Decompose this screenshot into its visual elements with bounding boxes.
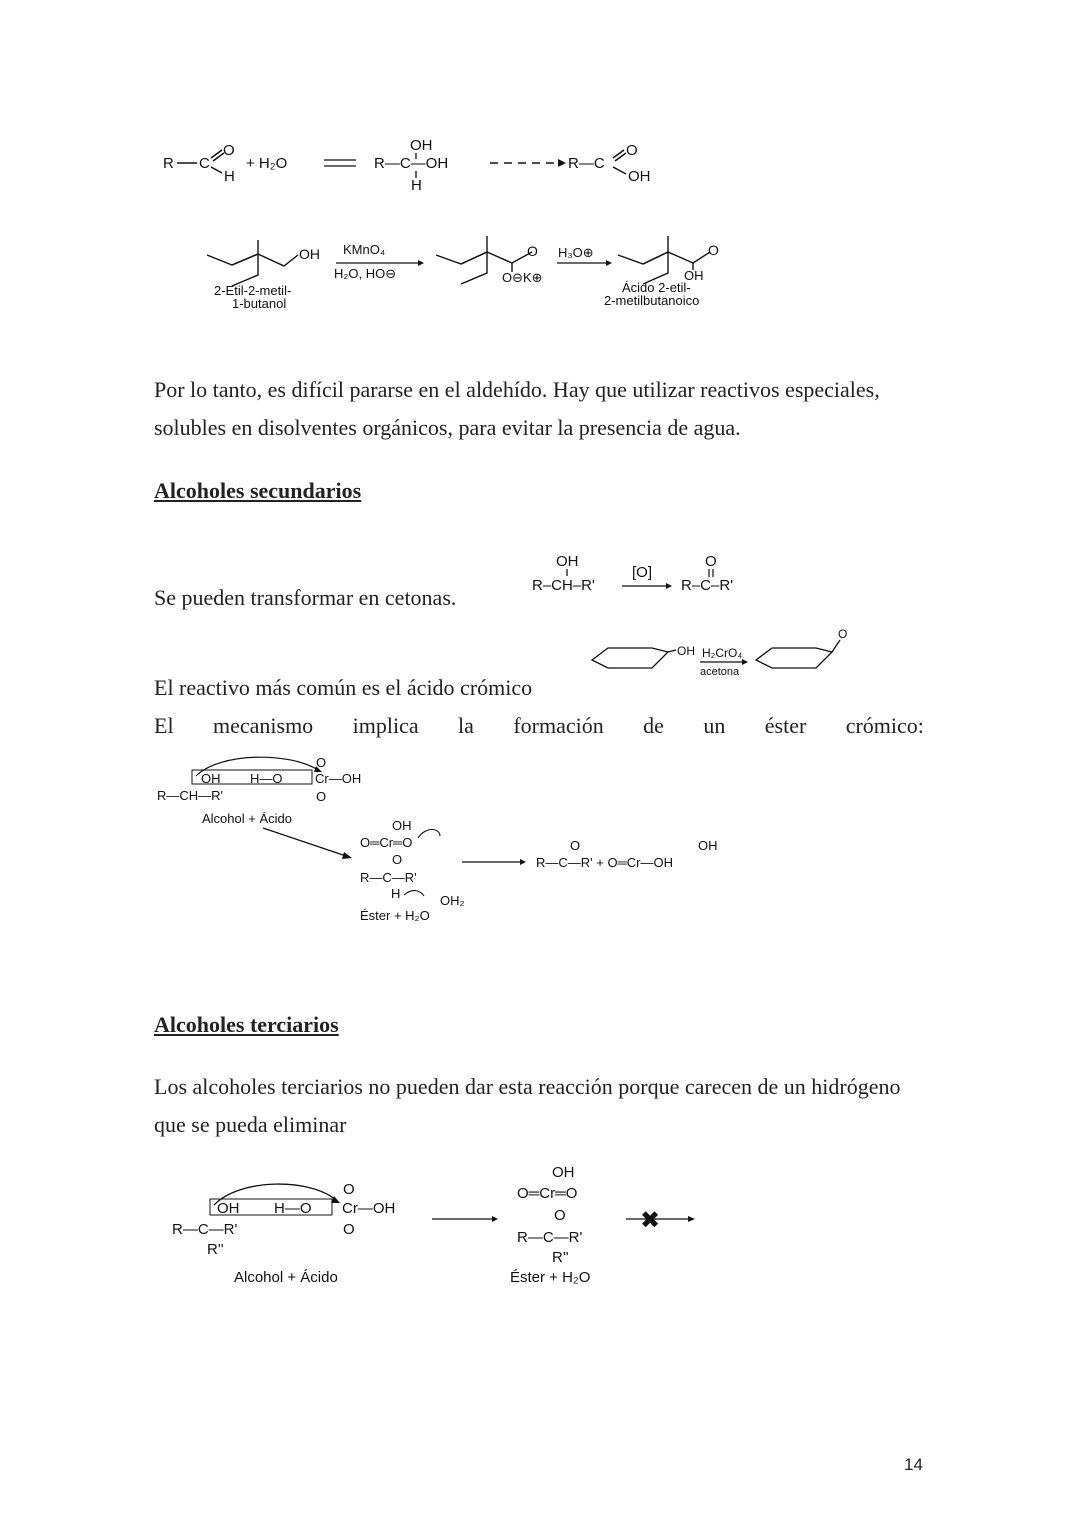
cyclohexanone-o: O	[838, 627, 848, 641]
ketone-o: O	[705, 553, 717, 570]
heading-tertiary-alcohols: Alcoholes terciarios	[154, 1012, 339, 1037]
secondary-chain: R–CH–R'	[532, 577, 595, 594]
product-name-line-1: Ácido 2-etil-	[622, 280, 691, 295]
mechanism-word: crómico:	[845, 713, 924, 738]
mechanism-word: mecanismo	[212, 713, 314, 738]
acid-r-c: R—C	[568, 155, 605, 172]
ester-o: O	[392, 852, 403, 867]
tert-acid-cr: Cr—OH	[342, 1200, 396, 1217]
kmno4-conditions: H₂O, HO⊖	[334, 266, 397, 281]
tert-ester-oh: OH	[552, 1164, 575, 1181]
mechanism-word: un	[703, 713, 726, 738]
mech-label-alcohol-acid: Alcohol + Ácido	[202, 811, 292, 826]
secondary-oh: OH	[556, 553, 579, 570]
ester-h: H	[391, 886, 401, 901]
acid-o-top: O	[316, 755, 327, 770]
hydrate-oh: OH	[410, 137, 433, 154]
tert-label-alcohol-acid: Alcohol + Ácido	[234, 1269, 338, 1286]
hydrate-h: H	[411, 177, 422, 194]
mechanism-word: formación	[513, 713, 604, 738]
tert-label-ester-water: Éster + H₂O	[510, 1269, 591, 1286]
alcohol-oh: OH	[299, 246, 320, 262]
mech-acid-cr: Cr—OH	[315, 771, 362, 786]
oxidant-label: [O]	[632, 564, 653, 581]
carboxylate-ok: O⊖K⊕	[502, 270, 543, 285]
acid-oh: OH	[628, 168, 651, 185]
hydrate-chain: R—C—OH	[374, 155, 449, 172]
tert-ester-r2: R''	[552, 1249, 569, 1266]
product-ketone-o: O	[570, 838, 581, 853]
tert-ester-o: O	[554, 1207, 566, 1224]
acid-product-oh: OH	[684, 268, 704, 283]
ketone-chain: R–C–R'	[681, 577, 734, 594]
cyclohexanol-oh: OH	[677, 644, 695, 658]
mech-alcohol-chain: R—CH—R'	[157, 788, 224, 803]
paragraph-line: Los alcoholes terciarios no pueden dar esta reacción porque carecen de un hidrógeno	[154, 1074, 901, 1099]
mech-label-ester-water: Éster + H₂O	[360, 908, 430, 923]
acid-o-bottom: O	[316, 789, 327, 804]
tert-alcohol-chain: R—C—R'	[172, 1221, 238, 1238]
acid-product-o: O	[708, 242, 719, 258]
tert-alcohol-oh: OH	[217, 1200, 240, 1217]
aldehyde-h: H	[224, 168, 235, 185]
paragraph-line: que se pueda eliminar	[154, 1112, 347, 1137]
arrow-head	[492, 1216, 498, 1222]
tert-acid-o-top: O	[343, 1181, 355, 1198]
water-oh2: OH₂	[440, 893, 465, 908]
tert-alcohol-r2: R''	[207, 1241, 224, 1258]
acetone-solvent: acetona	[700, 666, 740, 678]
secondary-ketone-text: Se pueden transformar en cetonas.	[154, 585, 457, 610]
product-cr-oh: OH	[698, 838, 718, 853]
mechanism-word: éster	[764, 713, 807, 738]
ester-cr: O═Cr═O	[360, 835, 413, 850]
no-reaction-cross-icon: ✖	[640, 1207, 661, 1234]
start-name-line-1: 2-Etil-2-metil-	[214, 283, 292, 298]
aldehyde-o: O	[223, 142, 235, 159]
page-number: 14	[904, 1455, 923, 1474]
mech-alcohol-oh: OH	[201, 771, 221, 786]
carboxylate-o: O	[527, 243, 538, 259]
tert-ester-chain: R—C—R'	[517, 1229, 583, 1246]
mech-acid-ho: H—O	[250, 771, 283, 786]
start-name-line-2: 1-butanol	[232, 296, 287, 311]
tert-acid-ho: H—O	[274, 1200, 312, 1217]
acid-reagent: H₃O⊕	[558, 245, 594, 260]
product-name-line-2: 2-metilbutanoico	[604, 293, 700, 308]
arrow-head	[688, 1216, 695, 1222]
ester-oh: OH	[392, 818, 412, 833]
tert-ester-cr: O═Cr═O	[517, 1185, 578, 1202]
tert-acid-o-bottom: O	[343, 1221, 355, 1238]
paragraph-line: solubles en disolventes orgánicos, para evitar la presencia de agua.	[154, 415, 741, 440]
acid-o: O	[626, 142, 638, 159]
mechanism-word: implica	[352, 713, 419, 738]
chromic-acid-reagent: H₂CrO₄	[702, 646, 743, 660]
mechanism-word: El	[154, 713, 174, 738]
plus-water: + H₂O	[246, 155, 288, 172]
mech-products: R—C—R' + O═Cr—OH	[536, 855, 674, 870]
chromic-acid-text: El reactivo más común es el ácido crómico	[154, 675, 533, 700]
heading-secondary-alcohols: Alcoholes secundarios	[154, 478, 362, 503]
ester-chain: R—C—R'	[360, 870, 417, 885]
aldehyde-c: C	[199, 155, 210, 172]
kmno4-reagent: KMnO₄	[343, 242, 386, 257]
paragraph-line: Por lo tanto, es difícil pararse en el aldehído. Hay que utilizar reactivos especiales,	[154, 377, 880, 402]
aldehyde-r: R	[163, 155, 174, 172]
mechanism-word: la	[458, 713, 474, 738]
mechanism-word: de	[643, 713, 664, 738]
